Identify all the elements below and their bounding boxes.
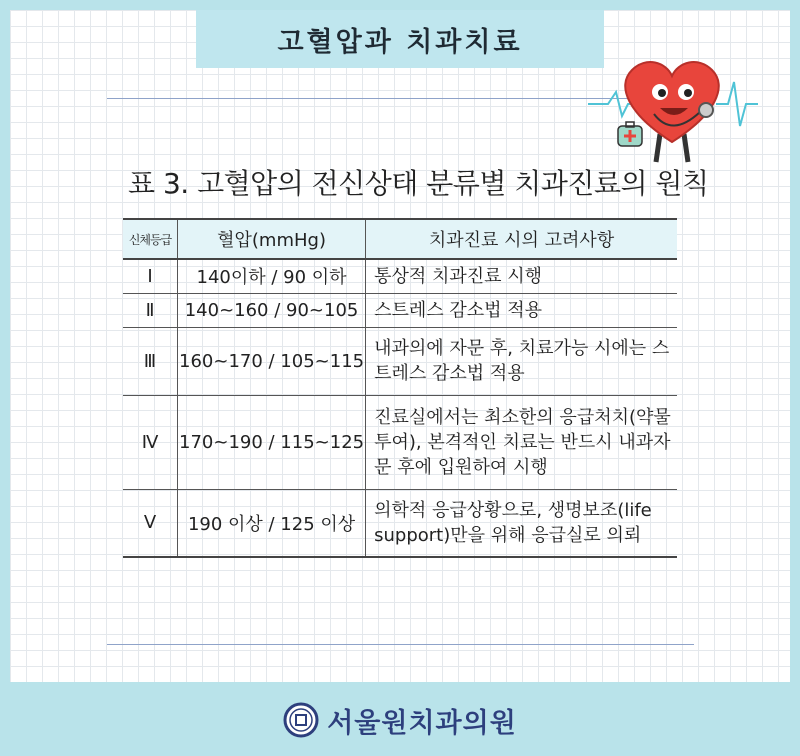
grade-cell: Ⅰ [123, 259, 178, 293]
page-title: 고혈압과 치과치료 [196, 10, 604, 68]
pressure-cell: 140~160 / 90~105 [178, 293, 366, 327]
considerations-line: 진료실에서는 최소한의 응급처치(약물 [374, 406, 671, 428]
considerations-line: 의학적 응급상황으로, 생명보조(life [374, 499, 652, 521]
table-row [123, 489, 677, 557]
considerations-cell [366, 327, 677, 395]
considerations-line: 문 후에 입원하여 시행 [374, 456, 548, 478]
divider-bottom [107, 644, 694, 645]
considerations-line: 통상적 치과진료 시행 [374, 265, 543, 287]
grade-cell: Ⅴ [123, 489, 178, 557]
table-row [123, 259, 677, 293]
heart-mascot-icon [588, 42, 758, 172]
table-row [123, 327, 677, 395]
considerations-cell [366, 489, 677, 557]
considerations-line: support)만을 위해 응급실로 의뢰 [374, 524, 642, 546]
considerations-line: 투여), 본격적인 치료는 반드시 내과자 [374, 431, 671, 453]
blood-pressure-table [123, 218, 677, 558]
considerations-cell [366, 293, 677, 327]
table-header-row [123, 219, 677, 259]
considerations-line: 트레스 감소법 적용 [374, 363, 525, 384]
considerations-line: 스트레스 감소법 적용 [374, 299, 543, 321]
considerations-cell [366, 395, 677, 489]
table-row [123, 395, 677, 489]
clinic-name: 서울원치과의원 [327, 707, 517, 739]
header-considerations: 치과진료 시의 고려사항 [366, 219, 677, 259]
pressure-cell: 170~190 / 115~125 [178, 395, 366, 489]
table-row [123, 293, 677, 327]
header-grade: 신체등급 [123, 219, 178, 259]
grade-cell: Ⅲ [123, 327, 178, 395]
grade-cell: Ⅳ [123, 395, 178, 489]
considerations-cell [366, 259, 677, 293]
footer [0, 684, 800, 756]
header-pressure: 혈압(mmHg) [178, 219, 366, 259]
pressure-cell: 190 이상 / 125 이상 [178, 489, 366, 557]
table-caption: 표 3. 고혈압의 전신상태 분류별 치과진료의 원칙 [128, 167, 709, 200]
pressure-cell: 140이하 / 90 이하 [178, 259, 366, 293]
grade-cell: Ⅱ [123, 293, 178, 327]
university-emblem-icon [283, 700, 319, 740]
pressure-cell: 160~170 / 105~115 [178, 327, 366, 395]
considerations-line: 내과의에 자문 후, 치료가능 시에는 스 [374, 338, 670, 359]
